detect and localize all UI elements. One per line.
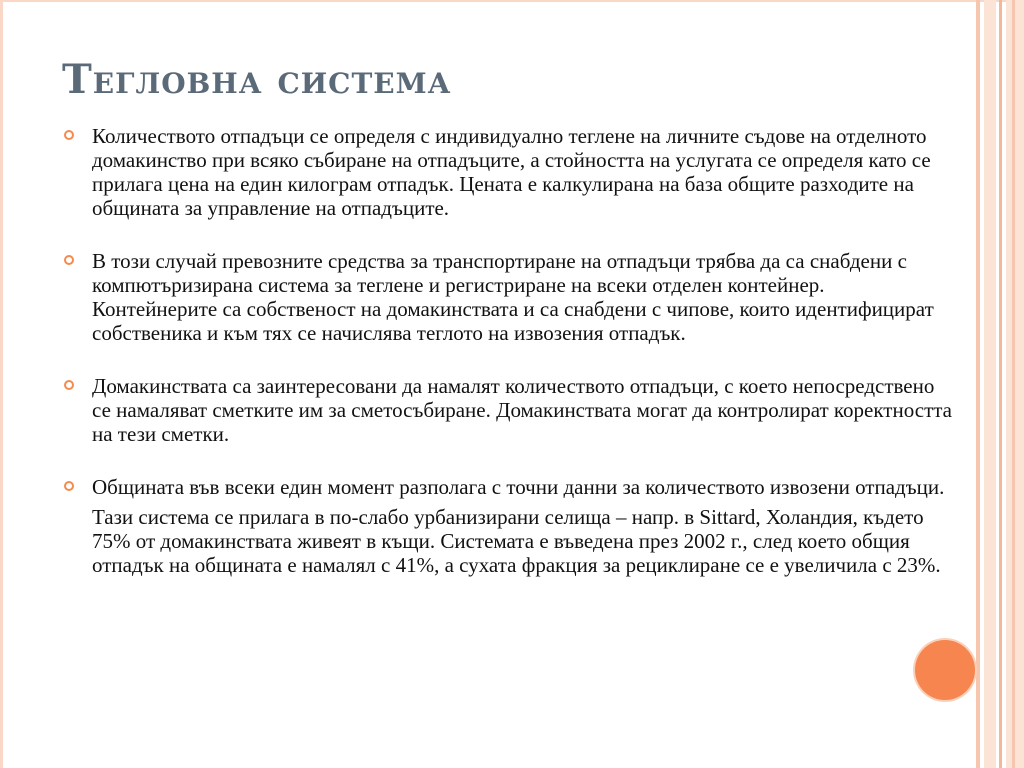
frame-top-bar bbox=[0, 0, 1024, 2]
bullet-item bbox=[64, 124, 954, 220]
bullet-item bbox=[64, 475, 954, 577]
frame-right-stripe bbox=[999, 0, 1002, 768]
bullet-item bbox=[64, 249, 954, 345]
bullet-item bbox=[64, 374, 954, 446]
orange-circle-icon bbox=[915, 640, 975, 700]
bullet-text: В този случай превозните средства за транспортиране на отпадъци трябва да са снабдени с компютъризирана система за теглене и регистриране на всеки отделен контейнер. Контейнерите са собственост на домакинствата и са снабдени с чипове, които идентифицират собственика и към тях се начислява теглото на извозения отпадък. bbox=[92, 249, 934, 345]
frame-right-stripe bbox=[976, 0, 980, 768]
bullet-text: Общината във всеки един момент разполага с точни данни за количеството извозени отпадъци. bbox=[92, 475, 945, 499]
frame-right-stripe bbox=[1012, 0, 1015, 768]
circle-bullet-icon bbox=[64, 130, 74, 140]
slide-content bbox=[64, 124, 954, 577]
frame-left-bar bbox=[0, 0, 3, 768]
bullet-sub-text: Тази система се прилага в по-слабо урбанизирани селища – напр. в Sittard, Холандия, където 75% от домакинствата живеят в къщи. Системата е въведена през 2002 г., след което общия отпадък на общината е намалял с 41%, а сухата фракция за рециклиране се е увеличила с 23%. bbox=[92, 505, 941, 577]
bullet-text: Домакинствата са заинтересовани да намалят количеството отпадъци, с което непосредствено се намаляват сметките им за сметосъбиране. Домакинствата могат да контролират коректността на тези сметки. bbox=[92, 374, 952, 446]
frame-right-stripe bbox=[1006, 0, 1024, 768]
circle-bullet-icon bbox=[64, 481, 74, 491]
frame-right-stripe bbox=[984, 0, 996, 768]
slide-title: Тегловна система bbox=[62, 56, 452, 103]
bullet-text: Количеството отпадъци се определя с индивидуално теглене на личните съдове на отделното домакинство при всяко събиране на отпадъците, а стойността на услугата се определя като се прилага цена на един килограм отпадък. Цената е калкулирана на база общите разходите на общината за управление на отпадъците. bbox=[92, 124, 931, 220]
circle-bullet-icon bbox=[64, 380, 74, 390]
circle-bullet-icon bbox=[64, 255, 74, 265]
